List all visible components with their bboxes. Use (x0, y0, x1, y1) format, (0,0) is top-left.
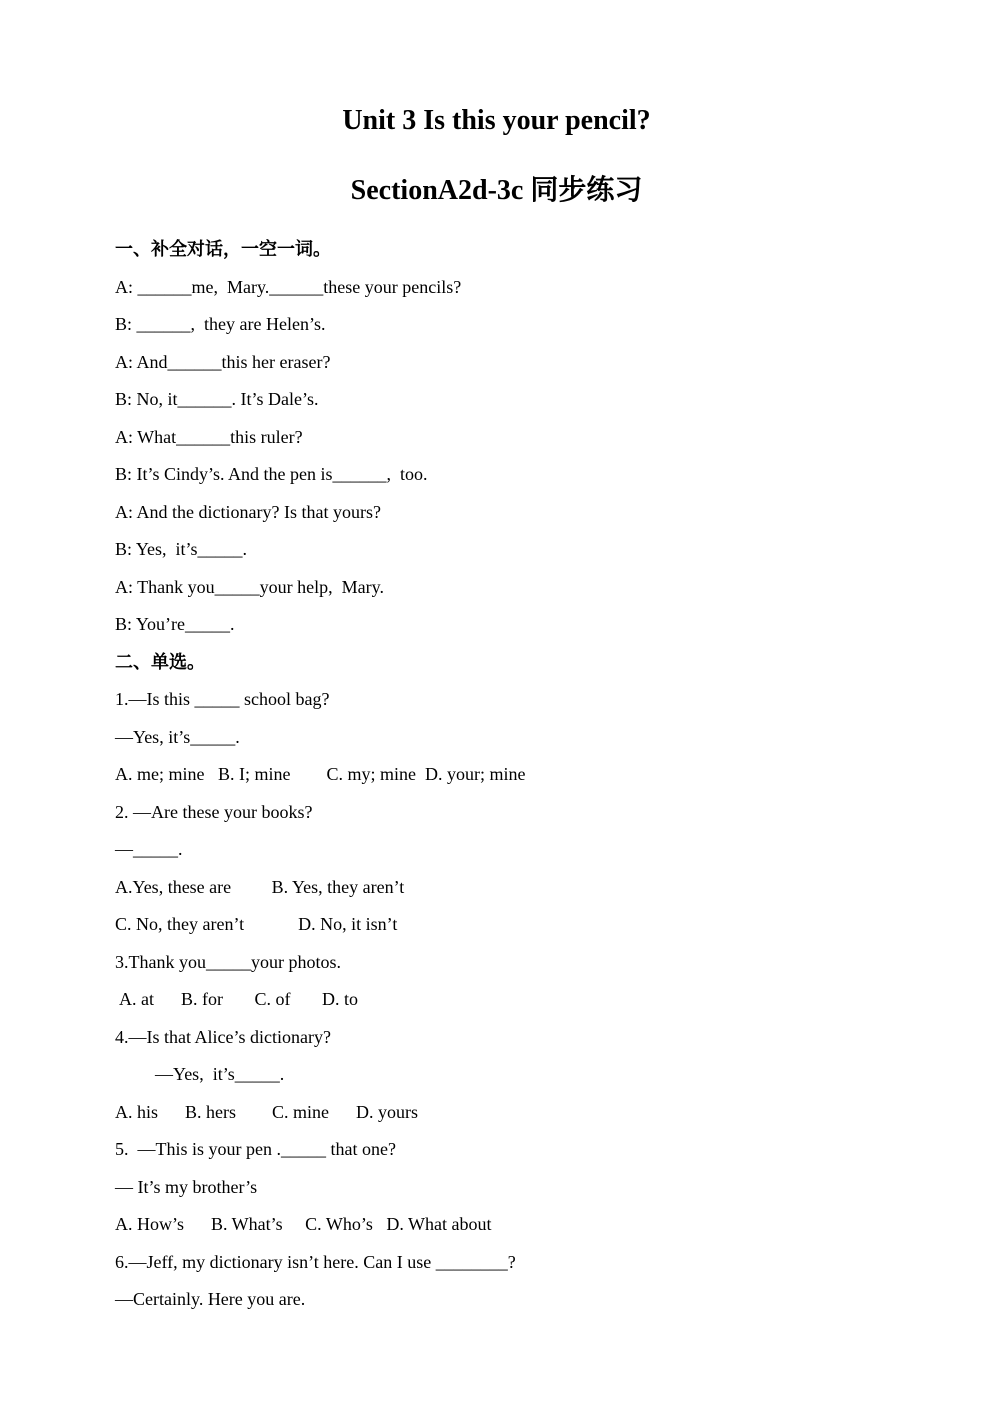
exercise-line: A: And______this her eraser? (115, 351, 331, 372)
exercise-line: A: ______me, Mary.______these your pencils? (115, 276, 462, 297)
exercise-line: A: What______this ruler? (115, 426, 303, 447)
exercise-line: 4.—Is that Alice’s dictionary? (115, 1026, 331, 1047)
exercise-line: B: You’re_____. (115, 614, 235, 634)
exercise-line: B: No, it______. It’s Dale’s. (115, 389, 319, 409)
exercise-line: —Certainly. Here you are. (115, 1289, 306, 1309)
exercise-line: A. How’s B. What’s C. Who’s D. What about (115, 1214, 492, 1234)
exercise-line: — It’s my brother’s (115, 1176, 258, 1197)
exercise-line: 2. —Are these your books? (115, 801, 313, 822)
exercise-line: B: Yes, it’s_____. (115, 539, 248, 559)
exercise-line: B: It’s Cindy’s. And the pen is______, too. (115, 464, 428, 484)
section-heading: 一、补全对话，一空一词。 (115, 239, 331, 259)
exercise-line: 5. —This is your pen ._____ that one? (115, 1139, 396, 1159)
exercise-line: 1.—Is this _____ school bag? (115, 689, 330, 709)
exercise-line: —_____. (115, 839, 183, 859)
exercise-line: —Yes, it’s_____. (115, 726, 240, 747)
exercise-line: —Yes, it’s_____. (155, 1064, 285, 1084)
document-title: Unit 3 Is this your pencil? (342, 105, 651, 136)
exercise-body (115, 231, 875, 1319)
exercise-line: A: Thank you_____your help, Mary. (115, 576, 384, 597)
exercise-line: A. me; mine B. I; mine C. my; mine D. your; mine (115, 764, 526, 784)
exercise-line: B: ______, they are Helen’s. (115, 314, 326, 334)
exercise-line: C. No, they aren’t D. No, it isn’t (115, 914, 398, 934)
document-subtitle: SectionA2d-3c 同步练习 (350, 175, 643, 206)
exercise-line: A. at B. for C. of D. to (119, 989, 358, 1009)
section-heading: 二、单选。 (115, 651, 205, 672)
exercise-line: 6.—Jeff, my dictionary isn’t here. Can I use ________? (115, 1251, 516, 1272)
exercise-line: A: And the dictionary? Is that yours? (115, 501, 381, 522)
exercise-line: 3.Thank you_____your photos. (115, 951, 341, 972)
exercise-line: A.Yes, these are B. Yes, they aren’t (115, 876, 405, 897)
exercise-line: A. his B. hers C. mine D. yours (115, 1101, 418, 1122)
